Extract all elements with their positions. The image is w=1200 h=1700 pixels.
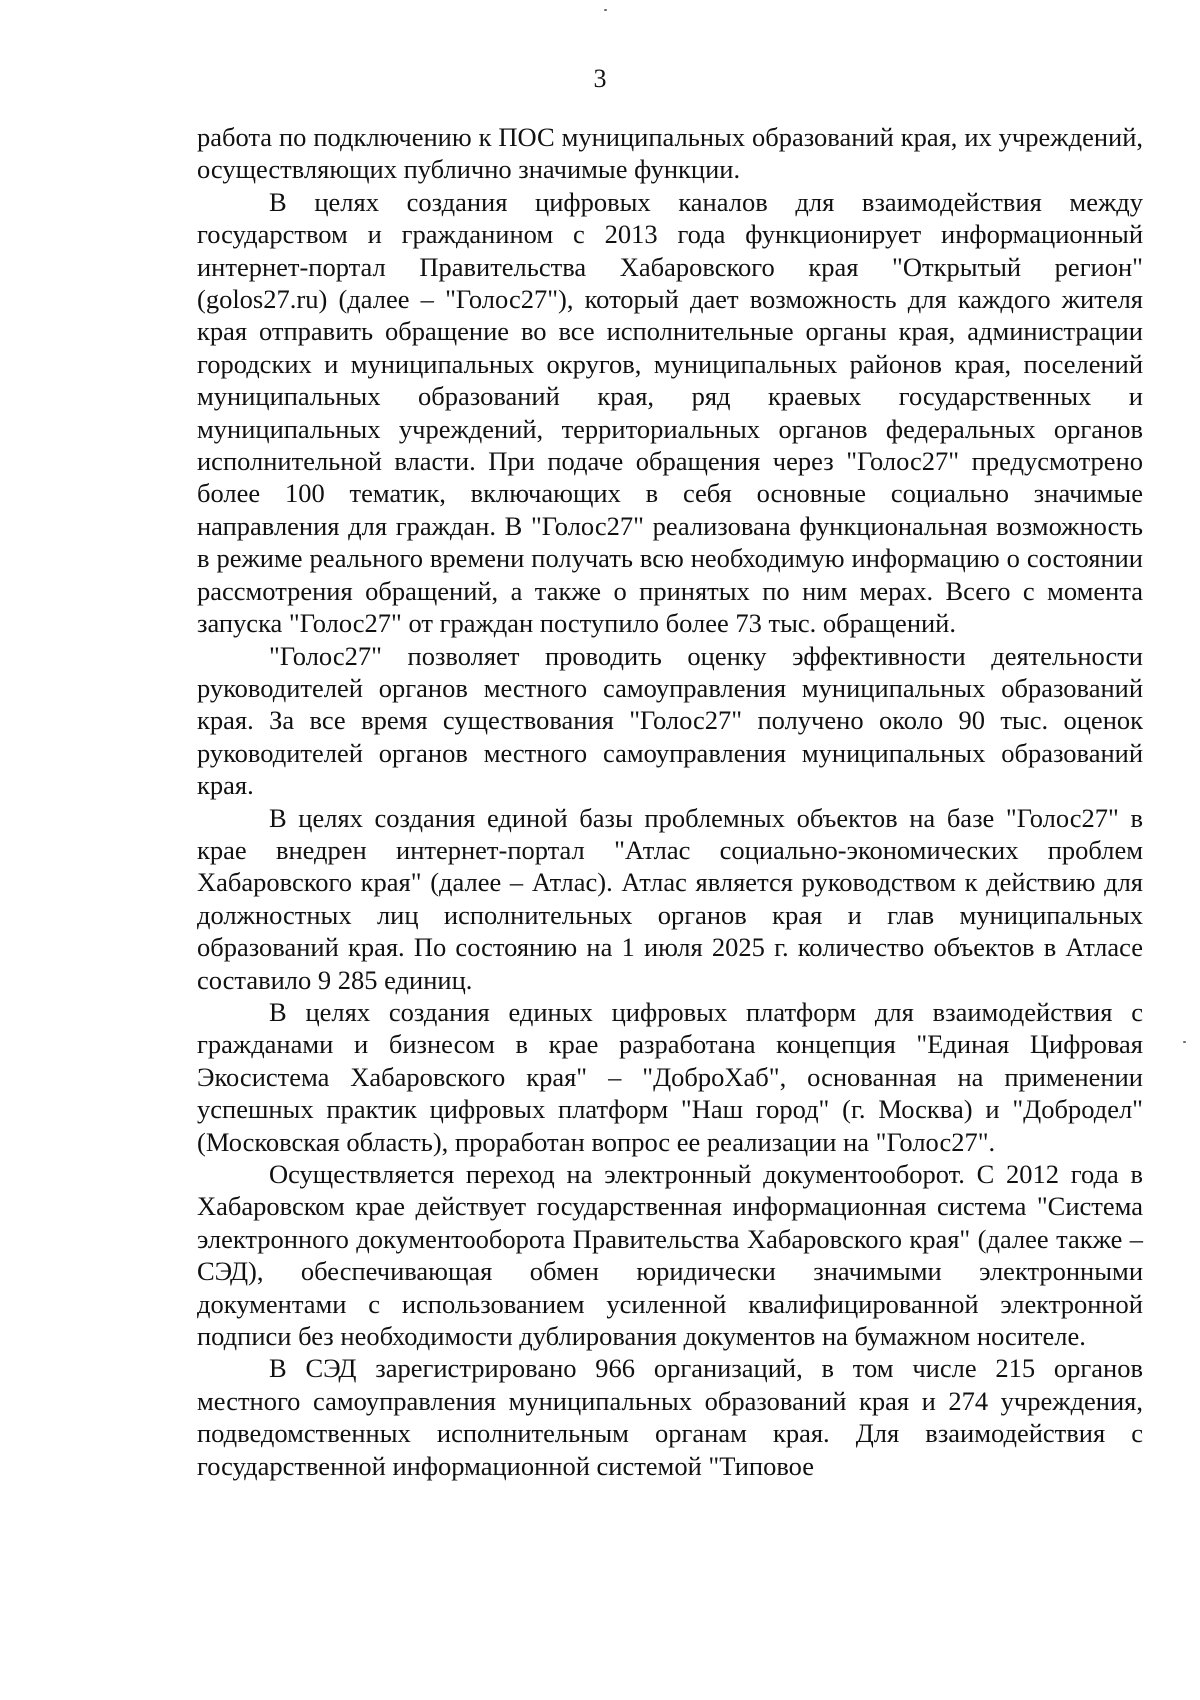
paragraph: "Голос27" позволяет проводить оценку эффективности деятельности руководителей органов местного самоуправления муниципальных образований края. За все время существования "Голос27" получено около 90 тыс. оценок руководителей органов местного самоуправления муниципальных образований края. [197,640,1143,801]
scan-speck [604,9,607,11]
paragraph: В целях создания цифровых каналов для взаимодействия между государством и гражданином с 2013 года функционирует информационный интернет-портал Правительства Хабаровского края "Открытый регион" (golos27.ru) (далее – "Голос27"), который дает возможность для каждого жителя края отправить обращение во все исполнительные органы края, администрации городских и муниципальных округов, муниципальных районов края, поселений муниципальных образований края, ряд краевых государственных и муниципальных учреждений, территориальных органов федеральных органов исполнительной власти. При подаче обращения через "Голос27" предусмотрено более 100 тематик, включающих в себя основные социально значимые направления для граждан. В "Голос27" реализована функциональная возможность в режиме реального времени получать всю необходимую информацию о состоянии рассмотрения обращений, а также о принятых по ним мерах. Всего с момента запуска "Голос27" от граждан поступило более 73 тыс. обращений. [197,186,1143,639]
paragraph: Осуществляется переход на электронный документооборот. С 2012 года в Хабаровском крае действует государственная информационная система "Система электронного документооборота Правительства Хабаровского края" (далее также – СЭД), обеспечивающая обмен юридически значимыми электронными документами с использованием усиленной квалифицированной электронной подписи без необходимости дублирования документов на бумажном носителе. [197,1159,1143,1352]
document-body [197,121,1143,1482]
paragraph: работа по подключению к ПОС муниципальных образований края, их учреждений, осуществляющих публично значимые функции. [197,122,1143,185]
paragraph: В СЭД зарегистрировано 966 организаций, в том числе 215 органов местного самоуправления муниципальных образований края и 274 учреждения, подведомственных исполнительным органам края. Для взаимодействия с государственной информационной системой "Типовое [197,1353,1143,1481]
paragraph: В целях создания единой базы проблемных объектов на базе "Голос27" в крае внедрен интернет-портал "Атлас социально-экономических проблем Хабаровского края" (далее – Атлас). Атлас является руководством к действию для должностных лиц исполнительных органов края и глав муниципальных образований края. По состоянию на 1 июля 2025 г. количество объектов в Атласе составило 9 285 единиц. [197,802,1143,995]
paragraph: В целях создания единых цифровых платформ для взаимодействия с гражданами и бизнесом в крае разработана концепция "Единая Цифровая Экосистема Хабаровского края" – "ДоброХаб", основанная на применении успешных практик цифровых платформ "Наш город" (г. Москва) и "Добродел" (Московская область), проработан вопрос ее реализации на "Голос27". [197,996,1143,1157]
page-number: 3 [593,64,607,93]
scan-speck [1183,1041,1186,1043]
